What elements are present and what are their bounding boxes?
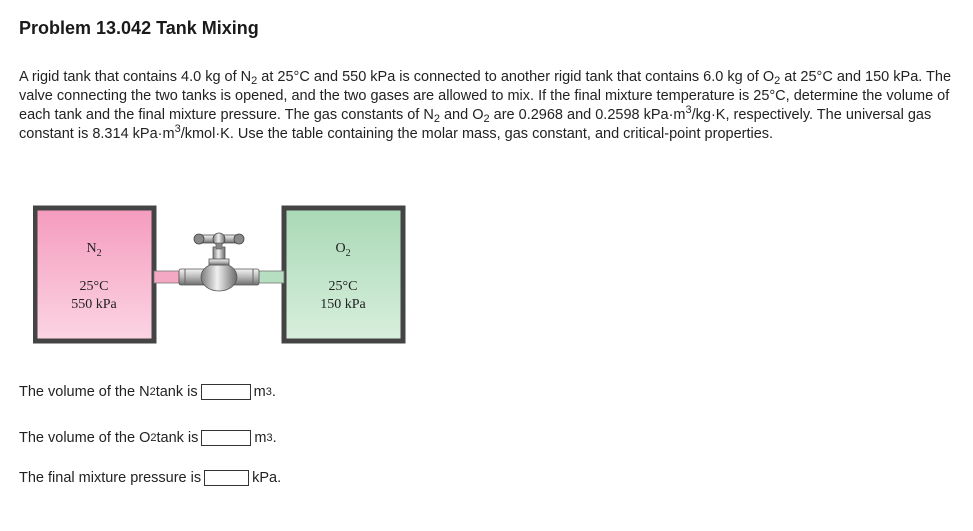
question-text: The final mixture pressure is xyxy=(19,470,202,486)
left-gas-symbol: N xyxy=(86,241,97,256)
unit-label: kPa. xyxy=(252,470,282,486)
unit-period: . xyxy=(271,384,276,400)
right-pipe xyxy=(259,271,284,283)
problem-text: at 25°C and 550 kPa is connected to another rigid tank that contains 6.0 kg of O xyxy=(257,69,775,85)
left-gas-subscript: 2 xyxy=(96,248,102,259)
problem-text: /kg·K, respectively. The universal gas constant is 8.314 kPa·m xyxy=(19,107,932,142)
question-final-pressure xyxy=(19,470,281,486)
o2-volume-input[interactable] xyxy=(201,430,251,446)
right-gas-subscript: 2 xyxy=(345,248,351,259)
tank-diagram xyxy=(33,205,408,345)
unit-period: . xyxy=(272,430,277,446)
left-pressure: 550 kPa xyxy=(71,297,117,312)
unit-label: m xyxy=(253,384,266,400)
problem-text: A rigid tank that contains 4.0 kg of N xyxy=(19,69,252,85)
subscript: 2 xyxy=(483,113,490,125)
problem-statement xyxy=(19,68,954,144)
problem-text: at 25°C and 150 kPa. The valve connecting the two tanks is opened, and the two gases are allowed to mix. If the final mixture temperature is 25°C, determine the volume of each tank and the final mixture pressure. The gas constants of N xyxy=(19,69,952,123)
subscript: 2 xyxy=(251,75,258,87)
subscript: 2 xyxy=(774,75,781,87)
subscript: 2 xyxy=(433,113,440,125)
question-text: tank is xyxy=(156,430,199,446)
superscript: 3 xyxy=(685,104,692,116)
problem-text: /kmol·K. Use the table containing the molar mass, gas constant, and critical-point properties. xyxy=(180,126,774,142)
valve-icon xyxy=(179,233,259,291)
final-pressure-input[interactable] xyxy=(204,470,249,486)
question-text: The volume of the O xyxy=(19,430,151,446)
problem-text: and O xyxy=(439,107,484,123)
question-text: tank is xyxy=(155,384,198,400)
unit-label: m xyxy=(254,430,267,446)
question-o2-volume: The volume of the O 2 tank is m 3 . xyxy=(19,430,277,446)
problem-text: are 0.2968 and 0.2598 kPa·m xyxy=(489,107,686,123)
right-gas-symbol: O xyxy=(335,241,346,256)
right-tank xyxy=(284,208,403,341)
problem-title: Problem 13.042 Tank Mixing xyxy=(19,18,259,38)
right-temp: 25°C xyxy=(328,279,358,294)
question-n2-volume: The volume of the N 2 tank is m 3 . xyxy=(19,384,276,400)
right-pressure: 150 kPa xyxy=(320,297,366,312)
left-tank xyxy=(35,208,154,341)
n2-volume-input[interactable] xyxy=(201,384,251,400)
left-pipe xyxy=(154,271,179,283)
question-text: The volume of the N xyxy=(19,384,150,400)
left-temp: 25°C xyxy=(79,279,109,294)
superscript: 3 xyxy=(174,123,181,135)
tank-figure xyxy=(33,205,408,345)
